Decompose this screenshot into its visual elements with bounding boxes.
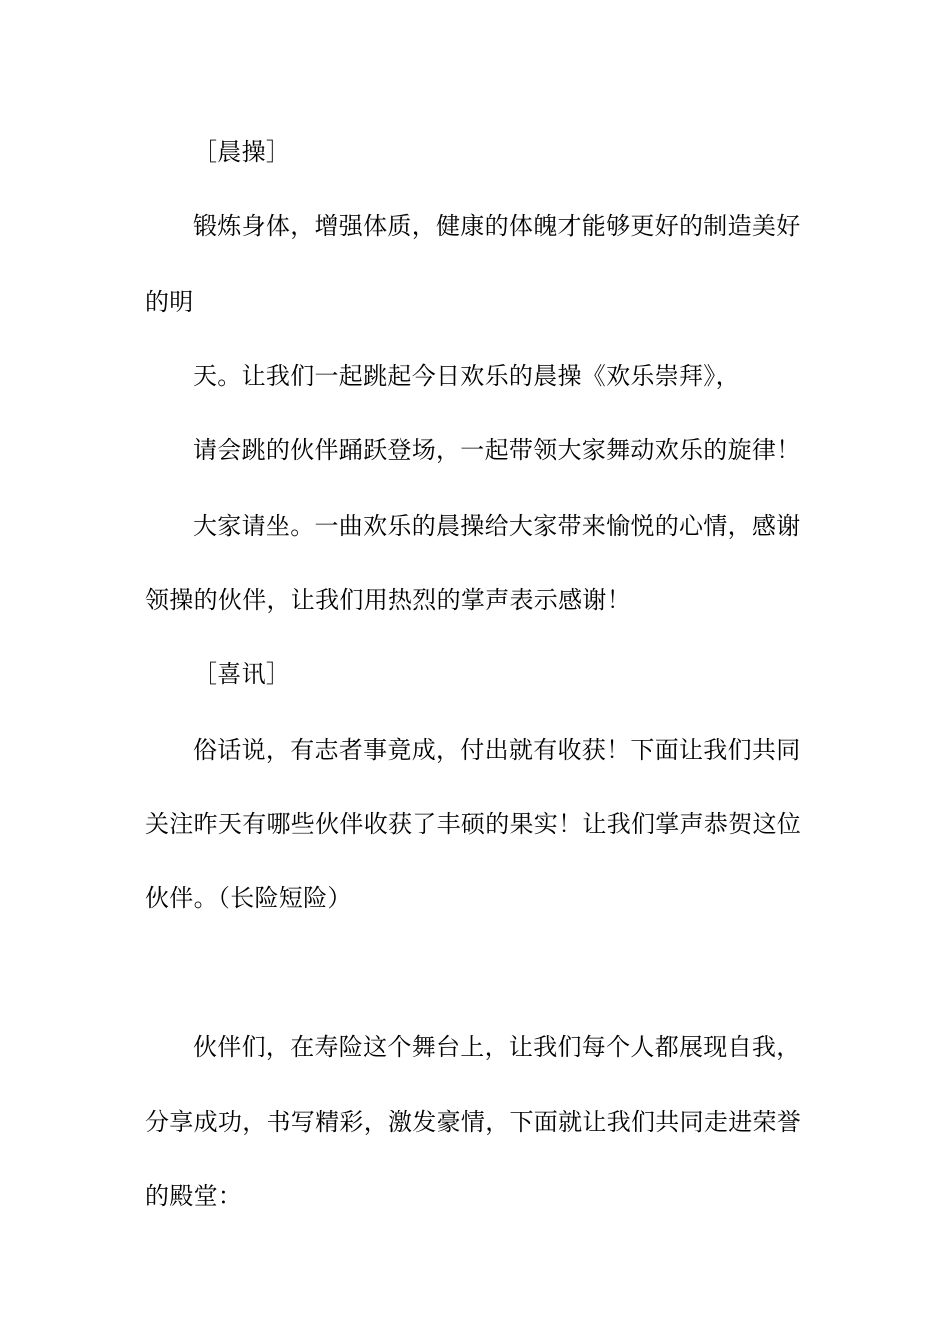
paragraph-line: 伙伴们，在寿险这个舞台上，让我们每个人都展现自我， [193, 1033, 801, 1061]
section-heading-morning-exercise: ［晨操］ [193, 138, 291, 166]
paragraph-line: 俗话说，有志者事竟成，付出就有收获！下面让我们共同 [193, 736, 801, 764]
paragraph-line: 锻炼身体，增强体质，健康的体魄才能够更好的制造美好 [193, 212, 801, 240]
paragraph-line: 关注昨天有哪些伙伴收获了丰硕的果实！让我们掌声恭贺这位 [145, 810, 802, 838]
paragraph-line: 伙伴。（长险短险） [145, 884, 352, 912]
paragraph-line: 的殿堂： [145, 1182, 243, 1210]
paragraph-line: 的明 [145, 288, 194, 316]
paragraph-line: 大家请坐。一曲欢乐的晨操给大家带来愉悦的心情，感谢 [193, 512, 801, 540]
paragraph-line: 请会跳的伙伴踊跃登场，一起带领大家舞动欢乐的旋律！ [193, 436, 801, 464]
section-heading-good-news: ［喜讯］ [193, 660, 291, 688]
paragraph-line: 天。让我们一起跳起今日欢乐的晨操《欢乐崇拜》， [193, 362, 740, 390]
paragraph-line: 分享成功，书写精彩，激发豪情，下面就让我们共同走进荣誉 [145, 1108, 802, 1136]
paragraph-line: 领操的伙伴，让我们用热烈的掌声表示感谢！ [145, 586, 631, 614]
